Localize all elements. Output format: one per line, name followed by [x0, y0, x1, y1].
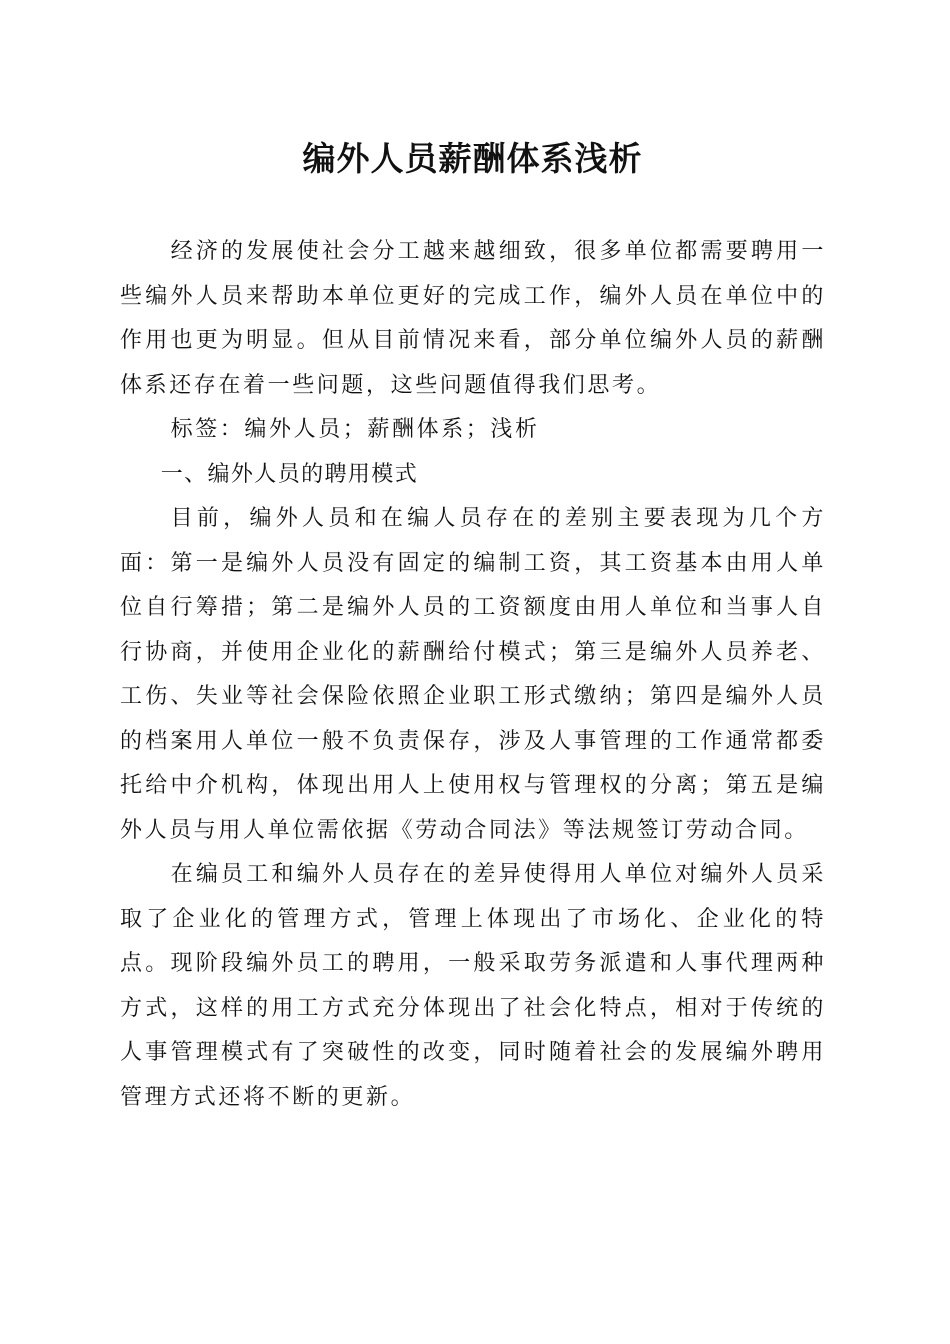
section-heading: 一、编外人员的聘用模式 [160, 461, 419, 487]
document-title: 编外人员薪酬体系浅析 [302, 139, 643, 178]
abstract-paragraph: 经济的发展使社会分工越来越细致，很多单位都需要聘用一些编外人员来帮助本单位更好的完成工作，编外人员在单位中的作用也更为明显。但从目前情况来看，部分单位编外人员的薪酬体系还存在着一些问题，这些问题值得我们思考。 [120, 239, 826, 398]
document-body [120, 230, 826, 1120]
body-paragraph: 在编员工和编外人员存在的差异使得用人单位对编外人员采取了企业化的管理方式，管理上体现出了市场化、企业化的特点。现阶段编外员工的聘用，一般采取劳务派遣和人事代理两种方式，这样的用工方式充分体现出了社会化特点，相对于传统的人事管理模式有了突破性的改变，同时随着社会的发展编外聘用管理方式还将不断的更新。 [120, 862, 826, 1110]
body-paragraph: 目前，编外人员和在编人员存在的差别主要表现为几个方面：第一是编外人员没有固定的编制工资，其工资基本由用人单位自行筹措；第二是编外人员的工资额度由用人单位和当事人自行协商，并使用企业化的薪酬给付模式；第三是编外人员养老、工伤、失业等社会保险依照企业职工形式缴纳；第四是编外人员的档案用人单位一般不负责保存，涉及人事管理的工作通常都委托给中介机构，体现出用人上使用权与管理权的分离；第五是编外人员与用人单位需依据《劳动合同法》等法规签订劳动合同。 [120, 506, 826, 843]
keywords-line: 标签：编外人员；薪酬体系；浅析 [170, 417, 540, 442]
